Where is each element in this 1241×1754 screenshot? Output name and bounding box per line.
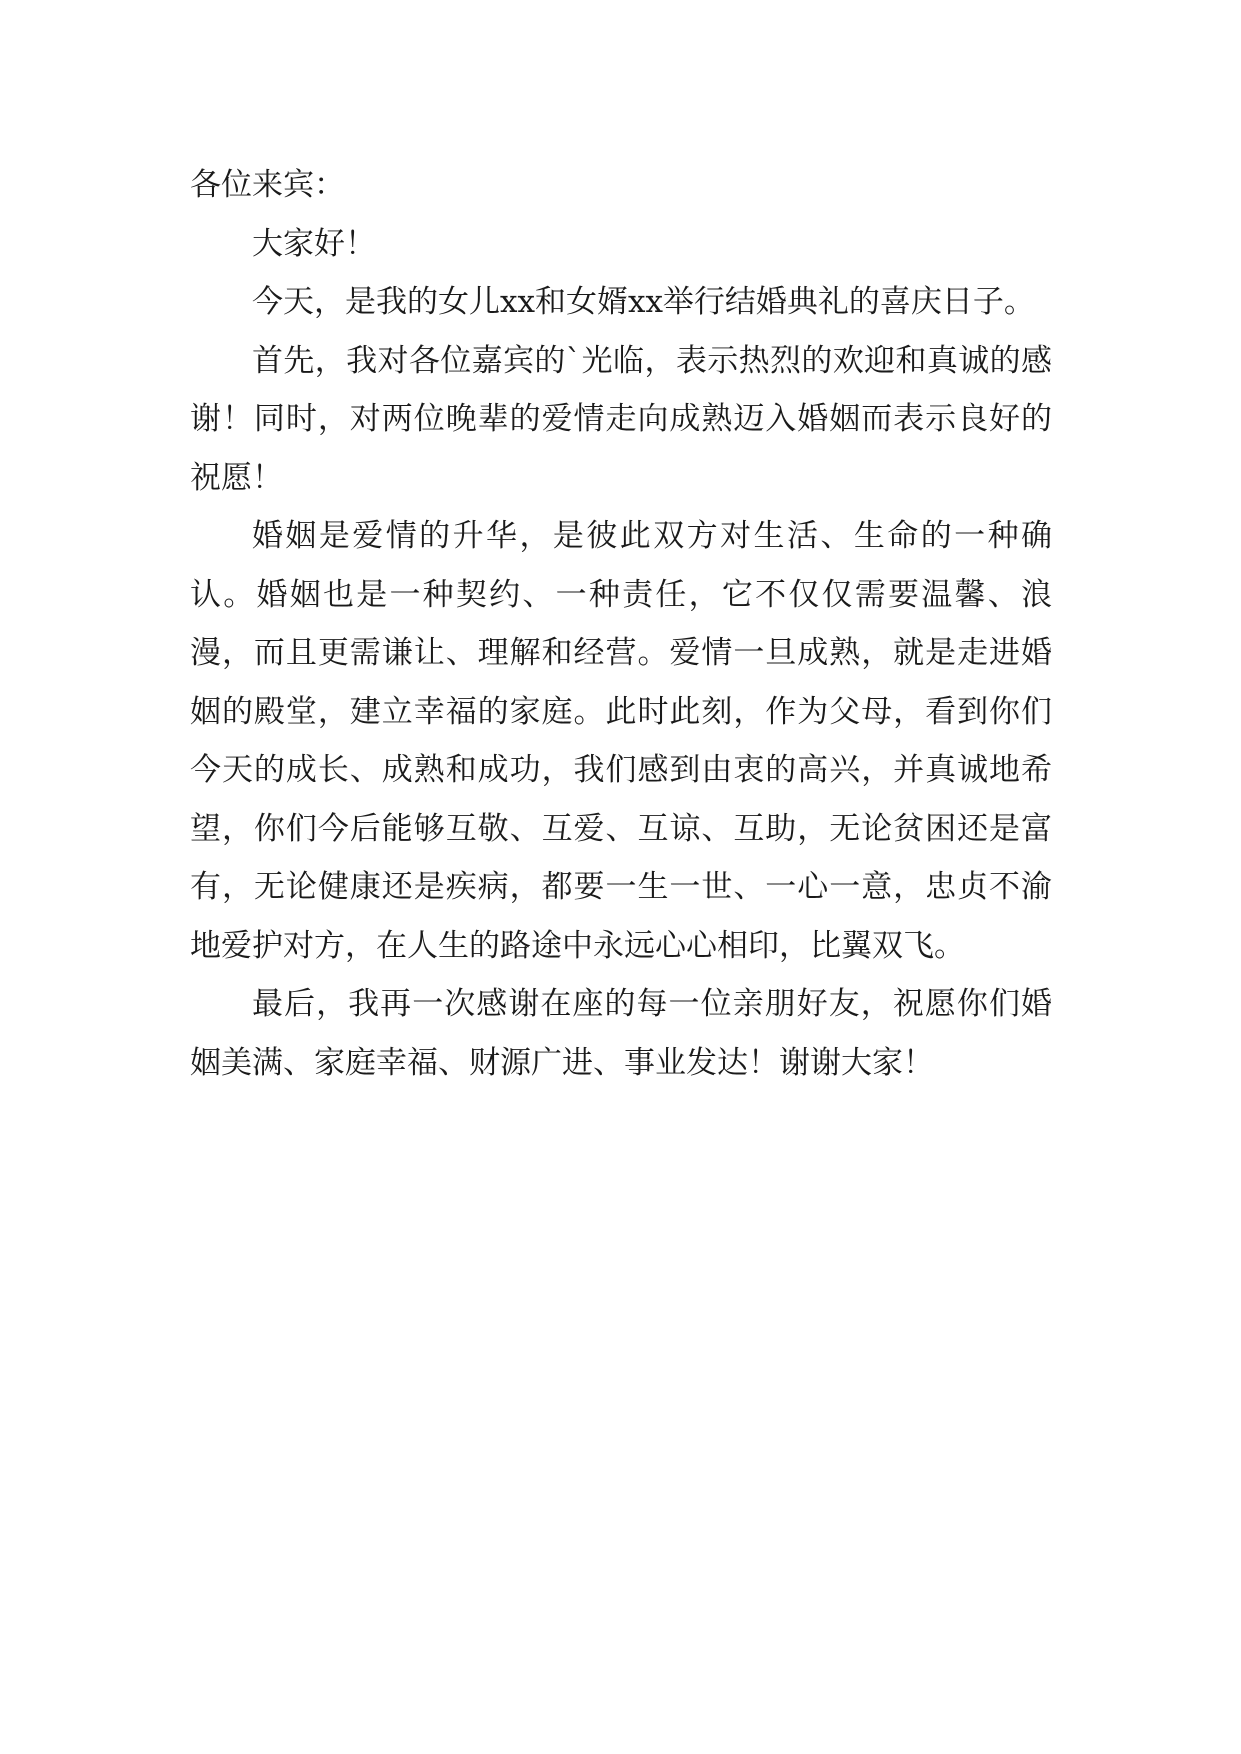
greeting: 大家好！ <box>252 225 376 262</box>
paragraph-closing: 最后，我再一次感谢在座的每一位亲朋好友，祝愿你们婚姻美满、家庭幸福、财源广进、事业发达！谢谢大家！ <box>190 986 1052 1081</box>
paragraph-marriage: 婚姻是爱情的升华，是彼此双方对生活、生命的一种确认。婚姻也是一种契约、一种责任，它不仅仅需要温馨、浪漫，而且更需谦让、理解和经营。爱情一旦成熟，就是走进婚姻的殿堂，建立幸福的家庭。此时此刻，作为父母，看到你们今天的成长、成熟和成功，我们感到由衷的高兴，并真诚地希望，你们今后能够互敬、互爱、互谅、互助，无论贫困还是富有，无论健康还是疾病，都要一生一世、一心一意，忠贞不渝地爱护对方，在人生的路途中永远心心相印，比翼双飞。 <box>190 518 1052 964</box>
salutation: 各位来宾： <box>190 167 345 203</box>
paragraph-opening: 今天，是我的女儿xx和女婿xx举行结婚典礼的喜庆日子。 <box>252 284 1035 320</box>
speech-body <box>190 156 1052 1092</box>
paragraph-welcome: 首先，我对各位嘉宾的`光临，表示热烈的欢迎和真诚的感谢！同时，对两位晚辈的爱情走向成熟迈入婚姻而表示良好的祝愿！ <box>190 342 1052 496</box>
